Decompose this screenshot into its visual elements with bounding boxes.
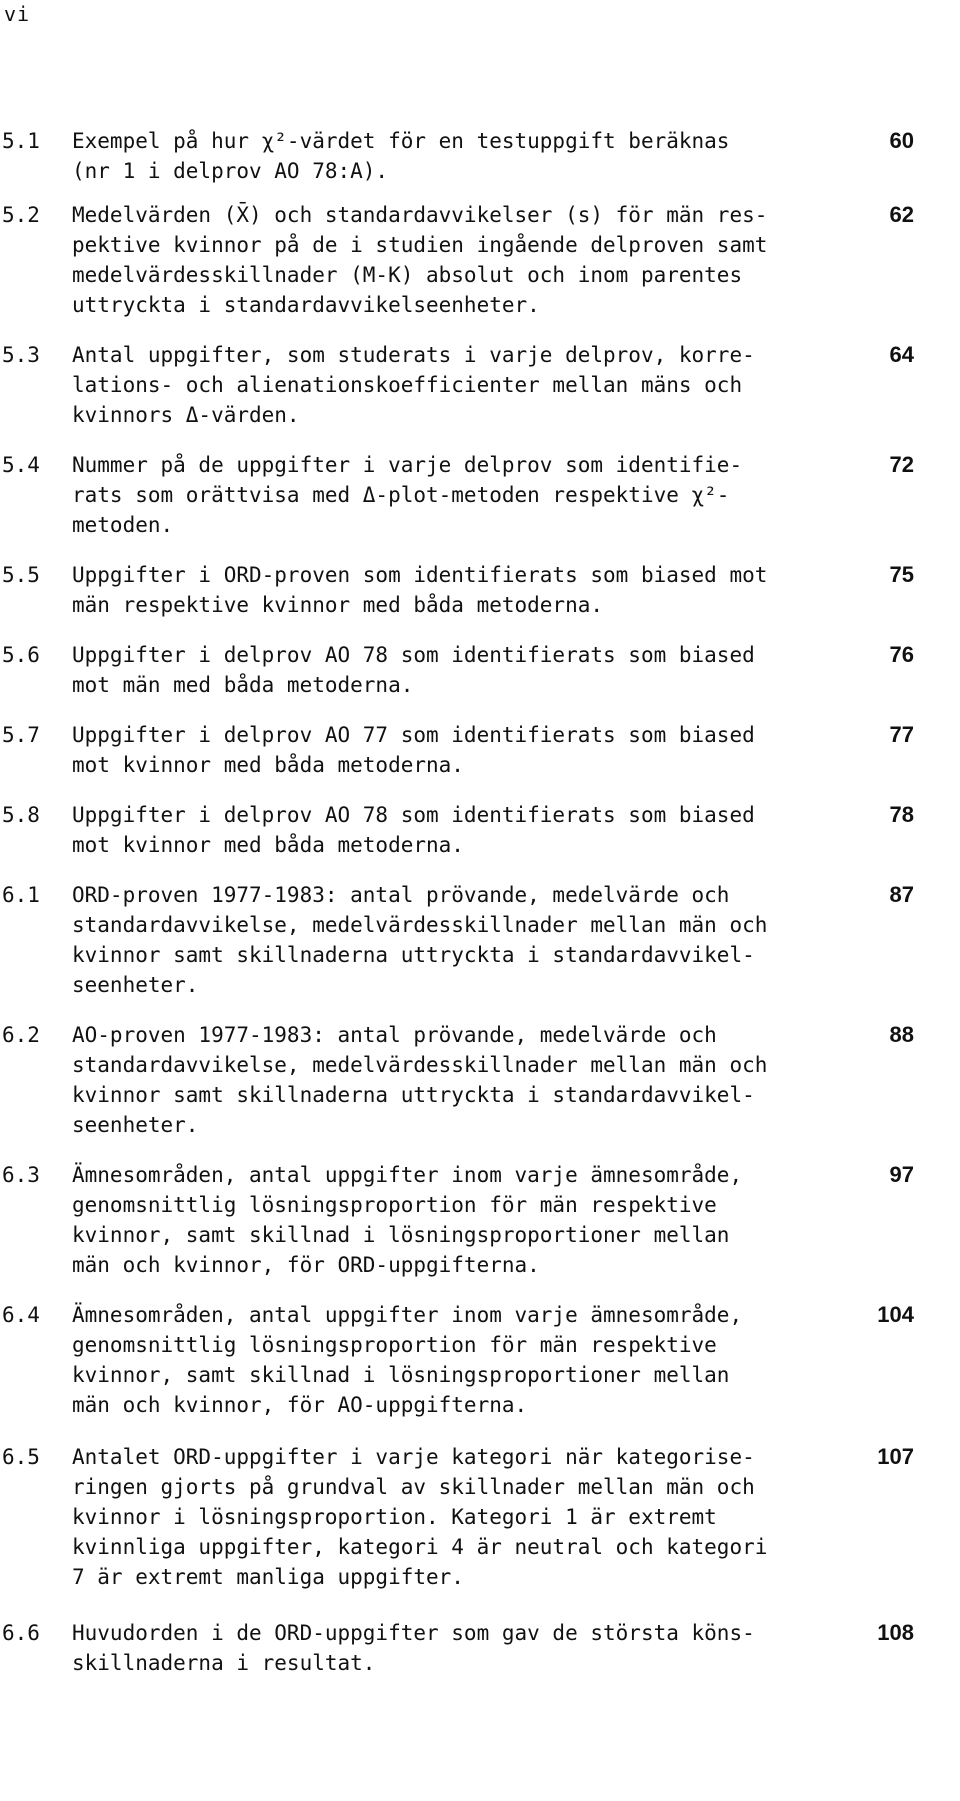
entry-title: [72, 1160, 832, 1280]
list-item: [0, 1442, 960, 1592]
entry-page-number: 64: [889, 342, 914, 367]
entry-title: [72, 1618, 832, 1678]
entry-number: 5.6: [2, 643, 40, 667]
list-item: [0, 1618, 960, 1678]
entry-number: 6.1: [2, 883, 40, 907]
entry-title: [72, 640, 832, 700]
entry-title-line: rats som orättvisa med Δ-plot-metoden respektive χ²-: [72, 483, 730, 507]
entry-title-line: skillnaderna i resultat.: [72, 1651, 376, 1675]
entry-page-number: 87: [889, 882, 914, 907]
list-item: [0, 720, 960, 780]
entry-title-line: seenheter.: [72, 973, 199, 997]
entry-title-line: Antalet ORD-uppgifter i varje kategori när kategorise-: [72, 1445, 755, 1469]
entry-page-number: 107: [877, 1444, 914, 1469]
entry-page-number: 104: [877, 1302, 914, 1327]
entry-title-line: (nr 1 i delprov AO 78:A).: [72, 159, 389, 183]
entry-page-number: 72: [889, 452, 914, 477]
entry-title-line: Uppgifter i delprov AO 77 som identifierats som biased: [72, 723, 755, 747]
entry-page-number: 97: [889, 1162, 914, 1187]
entry-number: 5.8: [2, 803, 40, 827]
entry-title-line: män respektive kvinnor med båda metoderna.: [72, 593, 604, 617]
entry-title: [72, 1300, 832, 1420]
entry-title: [72, 720, 832, 780]
entry-page-number: 60: [889, 128, 914, 153]
list-item: [0, 1160, 960, 1280]
entry-title-line: mot män med båda metoderna.: [72, 673, 414, 697]
entry-title-line: Nummer på de uppgifter i varje delprov som identifie-: [72, 453, 743, 477]
entry-title-line: standardavvikelse, medelvärdesskillnader mellan män och: [72, 913, 768, 937]
entry-title-line: män och kvinnor, för ORD-uppgifterna.: [72, 1253, 540, 1277]
entry-number: 5.1: [2, 129, 40, 153]
entry-page-number: 77: [889, 722, 914, 747]
entry-page-number: 108: [877, 1620, 914, 1645]
entry-title-line: ringen gjorts på grundval av skillnader mellan män och: [72, 1475, 755, 1499]
entry-number: 6.3: [2, 1163, 40, 1187]
entry-title-line: kvinnors Δ-värden.: [72, 403, 300, 427]
entry-title-line: kvinnor i lösningsproportion. Kategori 1 är extremt: [72, 1505, 717, 1529]
list-item: [0, 126, 960, 186]
entry-title: [72, 1442, 832, 1592]
entry-number: 5.3: [2, 343, 40, 367]
list-item: [0, 200, 960, 320]
entry-title-line: Uppgifter i delprov AO 78 som identifierats som biased: [72, 803, 755, 827]
entry-page-number: 62: [889, 202, 914, 227]
entry-title-line: kvinnor samt skillnaderna uttryckta i standardavvikel-: [72, 1083, 755, 1107]
entry-title-line: kvinnor samt skillnaderna uttryckta i standardavvikel-: [72, 943, 755, 967]
entry-title-line: Exempel på hur χ²-värdet för en testuppgift beräknas: [72, 129, 730, 153]
entry-title: [72, 200, 832, 320]
entry-title-line: Ämnesområden, antal uppgifter inom varje ämnesområde,: [72, 1163, 743, 1187]
list-item: [0, 1020, 960, 1140]
entry-title-line: genomsnittlig lösningsproportion för män respektive: [72, 1193, 717, 1217]
entry-title-line: 7 är extremt manliga uppgifter.: [72, 1565, 464, 1589]
list-item: [0, 640, 960, 700]
entry-page-number: 88: [889, 1022, 914, 1047]
entry-title-line: lations- och alienationskoefficienter mellan mäns och: [72, 373, 743, 397]
entry-number: 5.2: [2, 203, 40, 227]
entry-title-line: Ämnesområden, antal uppgifter inom varje ämnesområde,: [72, 1303, 743, 1327]
entry-title-line: ORD-proven 1977-1983: antal prövande, medelvärde och: [72, 883, 730, 907]
entry-title-line: medelvärdesskillnader (M-K) absolut och inom parentes: [72, 263, 743, 287]
entry-title-line: metoden.: [72, 513, 174, 537]
entry-title-line: uttryckta i standardavvikelseenheter.: [72, 293, 540, 317]
entry-title: [72, 340, 832, 430]
entry-number: 6.5: [2, 1445, 40, 1469]
entry-title: [72, 450, 832, 540]
entry-page-number: 76: [889, 642, 914, 667]
entry-title-line: genomsnittlig lösningsproportion för män respektive: [72, 1333, 717, 1357]
entry-page-number: 75: [889, 562, 914, 587]
list-item: [0, 1300, 960, 1420]
entry-title-line: Medelvärden (X̄) och standardavvikelser (s) för män res-: [72, 203, 768, 227]
entry-title: [72, 800, 832, 860]
entry-title-line: kvinnor, samt skillnad i lösningsproportioner mellan: [72, 1223, 730, 1247]
entry-title-line: pektive kvinnor på de i studien ingående delproven samt: [72, 233, 768, 257]
entry-title-line: AO-proven 1977-1983: antal prövande, medelvärde och: [72, 1023, 717, 1047]
entry-title: [72, 560, 832, 620]
entry-title-line: mot kvinnor med båda metoderna.: [72, 753, 464, 777]
entry-title-line: standardavvikelse, medelvärdesskillnader mellan män och: [72, 1053, 768, 1077]
entry-title-line: Uppgifter i ORD-proven som identifierats som biased mot: [72, 563, 768, 587]
entry-title-line: kvinnliga uppgifter, kategori 4 är neutral och kategori: [72, 1535, 768, 1559]
entry-title-line: Antal uppgifter, som studerats i varje delprov, korre-: [72, 343, 755, 367]
list-item: [0, 800, 960, 860]
entry-title-line: Huvudorden i de ORD-uppgifter som gav de största köns-: [72, 1621, 755, 1645]
entry-number: 6.2: [2, 1023, 40, 1047]
list-item: [0, 450, 960, 540]
entry-title-line: män och kvinnor, för AO-uppgifterna.: [72, 1393, 528, 1417]
entry-number: 6.4: [2, 1303, 40, 1327]
list-item: [0, 340, 960, 430]
page-marker: vi: [4, 2, 31, 26]
entry-number: 5.4: [2, 453, 40, 477]
entry-number: 5.5: [2, 563, 40, 587]
entry-number: 5.7: [2, 723, 40, 747]
entry-title: [72, 880, 832, 1000]
entry-page-number: 78: [889, 802, 914, 827]
entry-title-line: mot kvinnor med båda metoderna.: [72, 833, 464, 857]
entry-title-line: seenheter.: [72, 1113, 199, 1137]
entry-title: [72, 126, 832, 186]
entry-number: 6.6: [2, 1621, 40, 1645]
list-item: [0, 880, 960, 1000]
entry-title: [72, 1020, 832, 1140]
entry-title-line: kvinnor, samt skillnad i lösningsproportioner mellan: [72, 1363, 730, 1387]
table-list: [0, 126, 960, 1678]
list-item: [0, 560, 960, 620]
entry-title-line: Uppgifter i delprov AO 78 som identifierats som biased: [72, 643, 755, 667]
